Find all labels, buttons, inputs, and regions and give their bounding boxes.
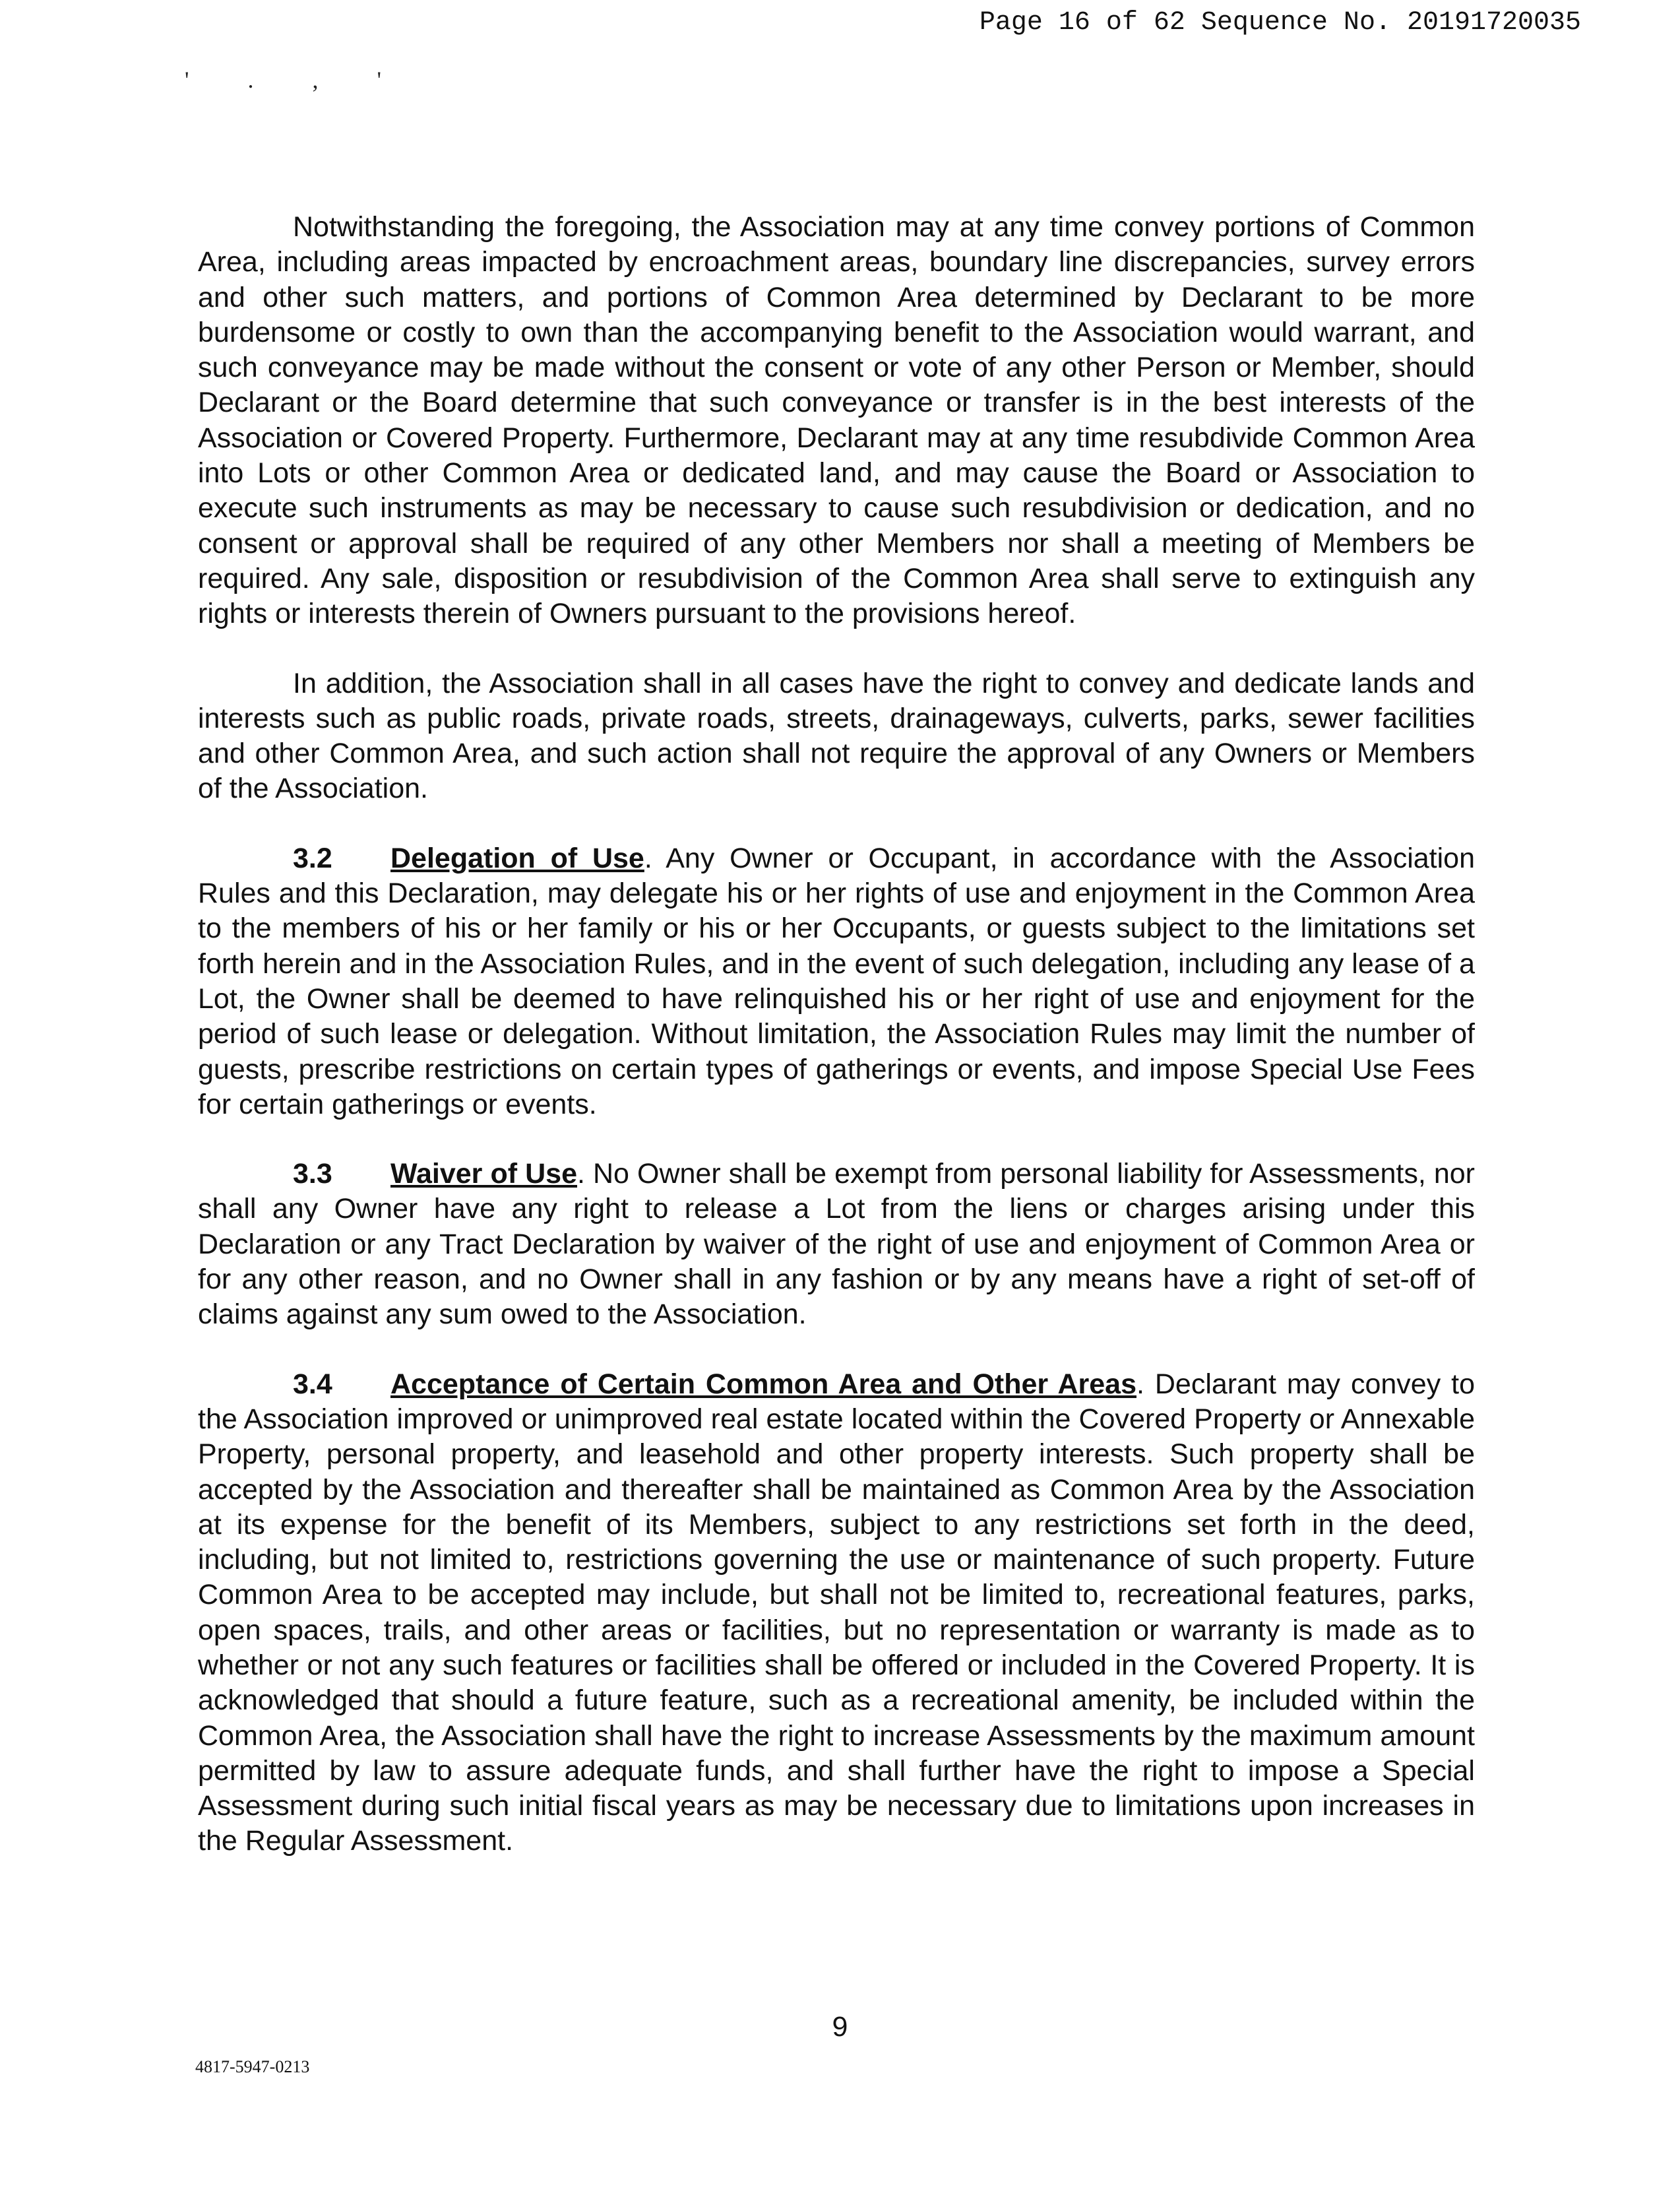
document-id: 4817-5947-0213 [195,2057,310,2076]
section-title: Waiver of Use [390,1158,577,1190]
section-3-4 [198,1367,1475,1859]
scan-marks: ' . , ' [185,67,408,93]
section-3-3 [198,1157,1475,1332]
section-3-2 [198,841,1475,1122]
section-number: 3.3 [293,1158,332,1190]
section-text: . No Owner shall be exempt from personal liability for Assessments, nor shall any Owner have any right to release a Lot from the liens or charges arising under this Declaration or any Tract Declaration by waiver of the right of use and enjoyment of Common Area or for any other reason, and no Owner shall in any fashion or by any means have a right of set-off of claims against any sum owed to the Association. [198,1158,1475,1331]
paragraph-dedication: In addition, the Association shall in all cases have the right to convey and dedicate lands and interests such as public roads, private roads, streets, drainageways, culverts, parks, sewer facilities and other Common Area, and such action shall not require the approval of any Owners or Members of the Association. [198,667,1475,805]
page-number: 9 [832,2011,848,2043]
section-title: Acceptance of Certain Common Area and Other Areas [390,1368,1136,1400]
section-number: 3.4 [293,1368,332,1400]
paragraph-conveyance: Notwithstanding the foregoing, the Association may at any time convey portions of Common Area, including areas impacted by encroachment areas, boundary line discrepancies, survey errors and other such matters, and portions of Common Area determined by Declarant to be more burdensome or costly to own than the accompanying benefit to the Association would warrant, and such conveyance may be made without the consent or vote of any other Person or Member, should Declarant or the Board determine that such conveyance or transfer is in the best interests of the Association or Covered Property. Furthermore, Declarant may at any time resubdivide Common Area into Lots or other Common Area or dedicated land, and may cause the Board or Association to execute such instruments as may be necessary to cause such resubdivision or dedication, and no consent or approval shall be required of any other Members nor shall a meeting of Members be required. Any sale, disposition or resubdivision of the Common Area shall serve to extinguish any rights or interests therein of Owners pursuant to the provisions hereof. [198,211,1475,630]
section-number: 3.2 [293,842,332,874]
section-title: Delegation of Use [390,842,644,874]
section-text: . Any Owner or Occupant, in accordance with the Association Rules and this Declaration, may delegate his or her rights of use and enjoyment in the Common Area to the members of his or her family or his or her Occupants, or guests subject to the limitations set forth herein and in the Association Rules, and in the event of such delegation, including any lease of a Lot, the Owner shall be deemed to have relinquished his or her right of use and enjoyment for the period of such lease or delegation. Without limitation, the Association Rules may limit the number of guests, prescribe restrictions on certain types of gatherings or events, and impose Special Use Fees for certain gatherings or events. [198,842,1476,1120]
page-sequence-header: Page 16 of 62 Sequence No. 20191720035 [979,8,1581,38]
document-body [198,210,1475,1894]
section-text: . Declarant may convey to the Association improved or unimproved real estate located within the Covered Property or Annexable Property, personal property, and leasehold and other property interests. Such property shall be accepted by the Association and thereafter shall be maintained as Common Area by the Association at its expense for the benefit of its Members, subject to any restrictions set forth in the deed, including, but not limited to, restrictions governing the use or maintenance of such property. Future Common Area to be accepted may include, but shall not be limited to, recreational features, parks, open spaces, trails, and other areas or facilities, but no representation or warranty is made as to whether or not any such features or facilities shall be offered or included in the Covered Property. It is acknowledged that should a future feature, such as a recreational amenity, be included within the Common Area, the Association shall have the right to increase Assessments by the maximum amount permitted by law to assure adequate funds, and shall further have the right to impose a Special Assessment during such initial fiscal years as may be necessary due to limitations upon increases in the Regular Assessment. [198,1368,1476,1857]
